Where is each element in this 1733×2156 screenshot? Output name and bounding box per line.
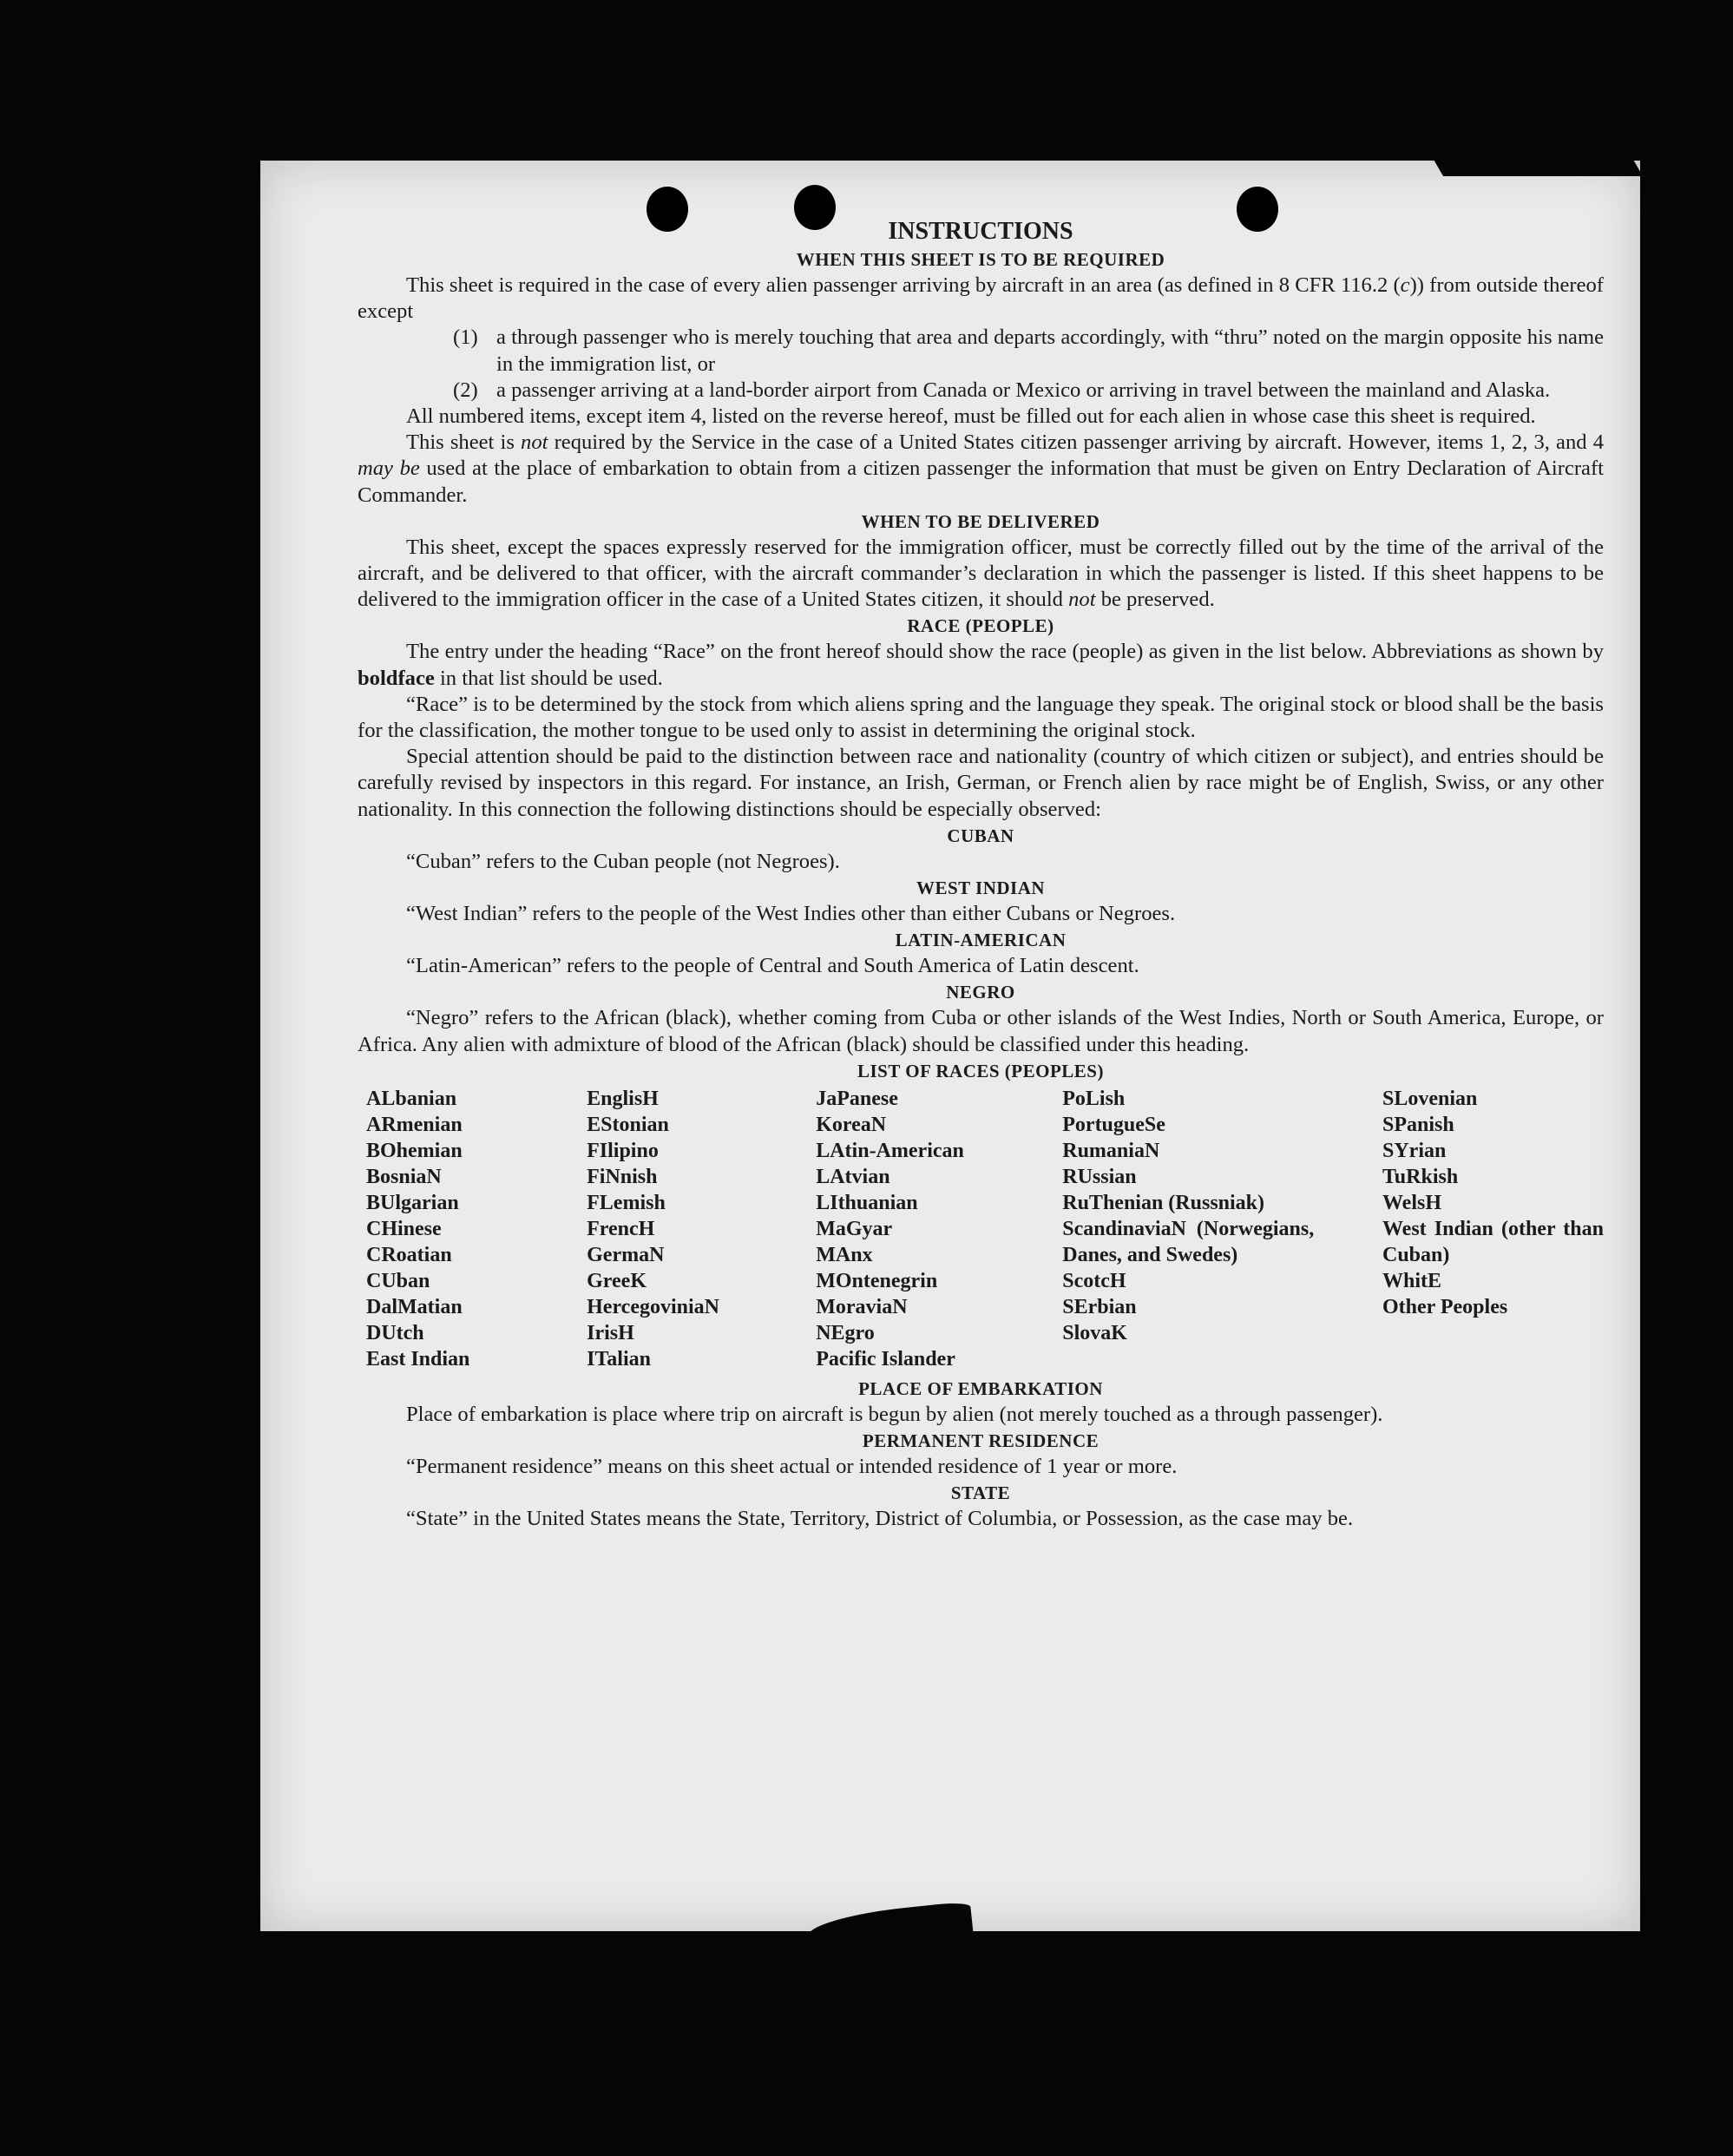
- races-column: [816, 1086, 1062, 1372]
- race-entry: LAtin-American: [816, 1139, 964, 1162]
- race-entry: SlovaK: [1062, 1321, 1127, 1344]
- race-entry: LIthuanian: [816, 1191, 918, 1214]
- race-entry: EnglisH: [587, 1087, 659, 1110]
- race-entry: NEgro: [816, 1321, 875, 1344]
- text-run: boldface: [358, 666, 435, 690]
- race-entry: FIlipino: [587, 1139, 659, 1162]
- race-entry: East Indian: [366, 1347, 470, 1371]
- paragraph: [358, 430, 1604, 509]
- item-number: (1): [453, 325, 478, 350]
- races-column: [587, 1086, 816, 1372]
- race-entry: TuRkish: [1382, 1165, 1459, 1188]
- race-entry: MOntenegrin: [816, 1269, 938, 1292]
- text-run: This sheet is: [406, 431, 522, 455]
- race-entry: ScotcH: [1062, 1269, 1126, 1292]
- section-heading: CUBAN: [947, 825, 1014, 846]
- race-entry: KoreaN: [816, 1113, 887, 1136]
- section-heading: WHEN THIS SHEET IS TO BE REQUIRED: [796, 249, 1165, 270]
- race-entry: MaGyar: [816, 1217, 893, 1240]
- race-entry: IrisH: [587, 1321, 634, 1344]
- race-entry: BosniaN: [366, 1165, 442, 1188]
- race-entry: RumaniaN: [1062, 1139, 1160, 1162]
- race-entry: DUtch: [366, 1321, 424, 1344]
- race-entry: MAnx: [816, 1243, 873, 1266]
- section-heading: PERMANENT RESIDENCE: [862, 1430, 1100, 1452]
- torn-edge: [1429, 152, 1643, 176]
- section-heading: NEGRO: [946, 982, 1015, 1003]
- text-run: used at the place of embarkation to obtain from a citizen passenger the information that must be given on Entry Declaration of Aircraft Commander.: [358, 457, 1604, 507]
- section-heading: WEST INDIAN: [916, 878, 1046, 899]
- paragraph: [358, 535, 1604, 614]
- text-run: be preserved.: [1095, 588, 1215, 612]
- race-entry: ARmenian: [366, 1113, 463, 1136]
- text-run: may be: [358, 457, 420, 481]
- paragraph: “West Indian” refers to the people of the West Indies other than either Cubans or Negroes.: [406, 902, 1176, 926]
- torn-edge: [806, 1901, 974, 1949]
- text-run: The entry under the heading “Race” on the front hereof should show the race (people) as given in the list below. Abbreviations as shown by: [406, 640, 1604, 664]
- section-heading: PLACE OF EMBARKATION: [858, 1377, 1103, 1399]
- races-list: [366, 1086, 1604, 1372]
- paragraph: “Negro” refers to the African (black), whether coming from Cuba or other islands of the West Indies, North or South America, Europe, or Africa. Any alien with admixture of blood of the African (black) should be classified under this heading.: [358, 1006, 1604, 1056]
- race-entry: EStonian: [587, 1113, 669, 1136]
- race-entry: FiNnish: [587, 1165, 658, 1188]
- race-entry: RUssian: [1062, 1165, 1137, 1188]
- race-entry: PortugueSe: [1062, 1113, 1165, 1136]
- race-entry: HercegoviniaN: [587, 1295, 719, 1318]
- text-run: This sheet, except the spaces expressly reserved for the immigration officer, must be correctly filled out by the time of the arrival of the aircraft, and be delivered to that officer, with the aircraft commander’s declaration in which the passenger is listed. If this sheet happens to be delivered to the immigration officer in the case of a United States citizen, it should: [358, 535, 1604, 612]
- paragraph: [358, 273, 1604, 325]
- race-entry: PoLish: [1062, 1087, 1126, 1110]
- section-heading: STATE: [950, 1482, 1011, 1504]
- paragraph: Special attention should be paid to the distinction between race and nationality (country of which citizen or subject), and entries should be carefully revised by inspectors in this regard. For instance, an Irish, German, or French alien by race might be of English, Swiss, or any other nationality. In this connection the following distinctions should be especially observed:: [358, 745, 1604, 821]
- paragraph: All numbered items, except item 4, listed on the reverse hereof, must be filled out for each alien in whose case this sheet is required.: [406, 404, 1536, 429]
- text-run: not: [521, 431, 548, 455]
- paragraph: Place of embarkation is place where trip on aircraft is begun by alien (not merely touched as a through passenger).: [406, 1402, 1383, 1426]
- paragraph: “Race” is to be determined by the stock from which aliens spring and the language they speak. The original stock or blood shall be the basis for the classification, the mother tongue to be used only to assist in determining the original stock.: [358, 692, 1604, 743]
- page-title: INSTRUCTIONS: [888, 218, 1073, 245]
- races-column: [1062, 1086, 1382, 1372]
- race-entry: ITalian: [587, 1347, 651, 1371]
- race-entry: CRoatian: [366, 1243, 452, 1266]
- race-entry: SErbian: [1062, 1295, 1137, 1318]
- race-entry: MoraviaN: [816, 1295, 908, 1318]
- races-column: [1382, 1086, 1604, 1372]
- paragraph: “Permanent residence” means on this sheet actual or intended residence of 1 year or more.: [406, 1455, 1178, 1479]
- race-entry: RuThenian (Russniak): [1062, 1191, 1265, 1214]
- race-entry: GreeK: [587, 1269, 647, 1292]
- race-entry: ScandinaviaN (Norwegians, Danes, and Swedes): [1062, 1217, 1315, 1266]
- race-entry: ALbanian: [366, 1087, 457, 1110]
- item-text: a through passenger who is merely touching that area and departs accordingly, with “thru” noted on the margin opposite his name in the immigration list, or: [496, 325, 1604, 376]
- race-entry: WelsH: [1382, 1191, 1441, 1214]
- text-run: c: [1400, 273, 1410, 297]
- race-entry: Pacific Islander: [816, 1347, 955, 1371]
- race-entry: West Indian (other than Cuban): [1382, 1217, 1604, 1266]
- race-entry: SPanish: [1382, 1113, 1454, 1136]
- section-heading: LIST OF RACES (PEOPLES): [857, 1060, 1104, 1081]
- item-text: a passenger arriving at a land-border airport from Canada or Mexico or arriving in travel between the mainland and Alaska.: [496, 378, 1551, 402]
- instructions-text: [358, 217, 1604, 1532]
- race-entry: CUban: [366, 1269, 430, 1292]
- races-column: [366, 1086, 587, 1372]
- race-entry: SLovenian: [1382, 1087, 1478, 1110]
- paragraph: “Latin-American” refers to the people of Central and South America of Latin descent.: [406, 954, 1139, 978]
- list-item: [358, 325, 1604, 377]
- paragraph: [358, 639, 1604, 691]
- text-run: required by the Service in the case of a United States citizen passenger arriving by aircraft. However, items 1, 2, 3, and 4: [548, 431, 1604, 455]
- list-item: [358, 378, 1604, 404]
- race-entry: Other Peoples: [1382, 1295, 1508, 1318]
- race-entry: SYrian: [1382, 1139, 1447, 1162]
- paragraph: “State” in the United States means the State, Territory, District of Columbia, or Possession, as the case may be.: [406, 1507, 1354, 1531]
- text-run: )) from outside thereof except: [358, 273, 1604, 324]
- race-entry: GermaN: [587, 1243, 665, 1266]
- race-entry: BUlgarian: [366, 1191, 459, 1214]
- race-entry: DalMatian: [366, 1295, 463, 1318]
- text-run: in that list should be used.: [434, 666, 663, 690]
- race-entry: WhitE: [1382, 1269, 1441, 1292]
- section-heading: LATIN-AMERICAN: [895, 930, 1067, 951]
- race-entry: FrencH: [587, 1217, 655, 1240]
- race-entry: FLemish: [587, 1191, 666, 1214]
- text-run: This sheet is required in the case of every alien passenger arriving by aircraft in an area (as defined in 8 CFR 116.2 (: [406, 273, 1401, 297]
- race-entry: CHinese: [366, 1217, 442, 1240]
- section-heading: RACE (PEOPLE): [907, 615, 1054, 637]
- paragraph: “Cuban” refers to the Cuban people (not Negroes).: [406, 849, 840, 873]
- section-heading: WHEN TO BE DELIVERED: [861, 510, 1100, 532]
- item-number: (2): [453, 378, 478, 402]
- race-entry: JaPanese: [816, 1087, 898, 1110]
- text-run: not: [1068, 588, 1096, 612]
- race-entry: LAtvian: [816, 1165, 890, 1188]
- race-entry: BOhemian: [366, 1139, 463, 1162]
